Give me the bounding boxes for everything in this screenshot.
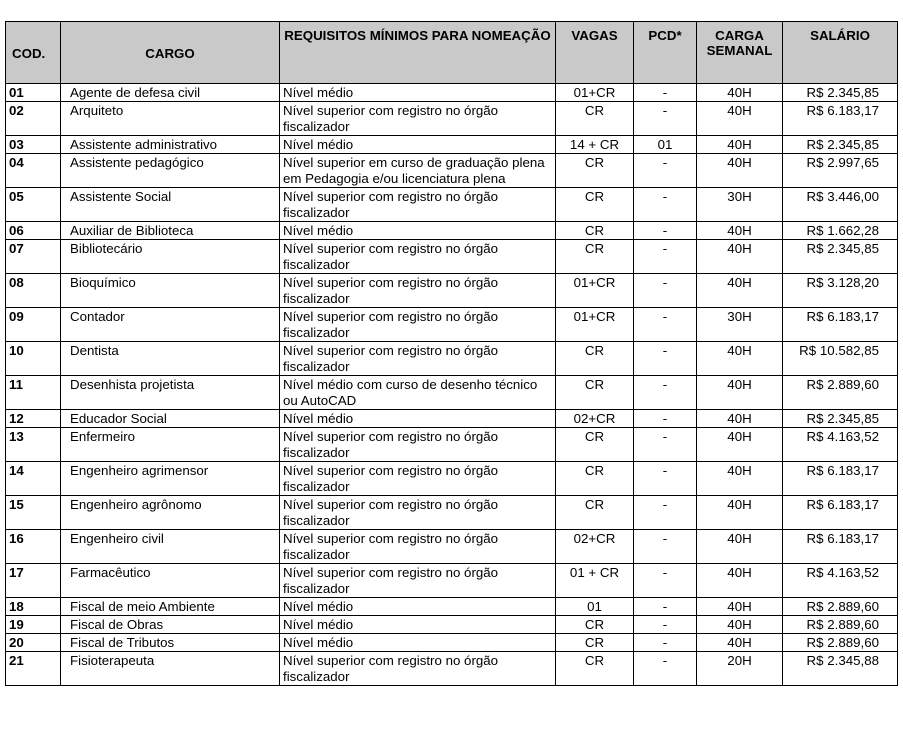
cell-pcd: 01 <box>634 136 697 154</box>
table-row <box>6 84 898 102</box>
cell-cargo: Fiscal de Obras <box>61 616 280 634</box>
cell-carga: 40H <box>697 428 783 462</box>
cell-vagas: 14 + CR <box>556 136 634 154</box>
positions-table <box>5 21 898 686</box>
cell-vagas: CR <box>556 188 634 222</box>
cell-salario: R$ 2.997,65 <box>783 154 898 188</box>
cell-salario: R$ 6.183,17 <box>783 530 898 564</box>
cell-pcd: - <box>634 428 697 462</box>
cell-requisitos: Nível superior com registro no órgão fiscalizador <box>280 188 556 222</box>
cell-pcd: - <box>634 598 697 616</box>
cell-requisitos: Nível superior com registro no órgão fiscalizador <box>280 274 556 308</box>
cell-cod: 04 <box>6 154 61 188</box>
table-row <box>6 222 898 240</box>
cell-carga: 40H <box>697 102 783 136</box>
cell-salario: R$ 3.446,00 <box>783 188 898 222</box>
cell-vagas: CR <box>556 652 634 686</box>
cell-pcd: - <box>634 274 697 308</box>
cell-cargo: Arquiteto <box>61 102 280 136</box>
cell-vagas: CR <box>556 376 634 410</box>
cell-requisitos: Nível superior com registro no órgão fiscalizador <box>280 428 556 462</box>
cell-salario: R$ 2.889,60 <box>783 634 898 652</box>
header-cargo: CARGO <box>61 22 280 84</box>
cell-cod: 06 <box>6 222 61 240</box>
cell-requisitos: Nível médio <box>280 410 556 428</box>
cell-cargo: Fisioterapeuta <box>61 652 280 686</box>
table-row <box>6 410 898 428</box>
cell-requisitos: Nível médio <box>280 598 556 616</box>
cell-salario: R$ 6.183,17 <box>783 308 898 342</box>
table-header-row <box>6 22 898 84</box>
cell-pcd: - <box>634 342 697 376</box>
cell-cod: 15 <box>6 496 61 530</box>
header-salario: SALÁRIO <box>783 22 898 84</box>
cell-salario: R$ 1.662,28 <box>783 222 898 240</box>
table-row <box>6 274 898 308</box>
cell-salario: R$ 10.582,85 <box>783 342 898 376</box>
cell-cod: 18 <box>6 598 61 616</box>
cell-cargo: Assistente Social <box>61 188 280 222</box>
table-row <box>6 154 898 188</box>
cell-vagas: CR <box>556 462 634 496</box>
cell-requisitos: Nível superior com registro no órgão fiscalizador <box>280 564 556 598</box>
cell-pcd: - <box>634 222 697 240</box>
cell-cod: 05 <box>6 188 61 222</box>
cell-requisitos: Nível superior com registro no órgão fiscalizador <box>280 240 556 274</box>
cell-pcd: - <box>634 102 697 136</box>
cell-pcd: - <box>634 240 697 274</box>
cell-requisitos: Nível superior com registro no órgão fiscalizador <box>280 496 556 530</box>
cell-carga: 40H <box>697 496 783 530</box>
cell-carga: 30H <box>697 188 783 222</box>
header-requisitos: REQUISITOS MÍNIMOS PARA NOMEAÇÃO <box>280 22 556 84</box>
table-row <box>6 616 898 634</box>
cell-vagas: 01+CR <box>556 308 634 342</box>
cell-cargo: Contador <box>61 308 280 342</box>
cell-requisitos: Nível médio <box>280 616 556 634</box>
cell-pcd: - <box>634 84 697 102</box>
cell-cod: 12 <box>6 410 61 428</box>
cell-carga: 40H <box>697 376 783 410</box>
cell-salario: R$ 2.345,85 <box>783 84 898 102</box>
cell-vagas: CR <box>556 240 634 274</box>
cell-pcd: - <box>634 410 697 428</box>
cell-vagas: CR <box>556 634 634 652</box>
cell-cargo: Engenheiro agrimensor <box>61 462 280 496</box>
cell-vagas: 01+CR <box>556 274 634 308</box>
cell-cargo: Educador Social <box>61 410 280 428</box>
table-row <box>6 376 898 410</box>
cell-carga: 40H <box>697 616 783 634</box>
table-row <box>6 428 898 462</box>
cell-cod: 01 <box>6 84 61 102</box>
cell-carga: 20H <box>697 652 783 686</box>
cell-pcd: - <box>634 376 697 410</box>
cell-salario: R$ 3.128,20 <box>783 274 898 308</box>
cell-salario: R$ 4.163,52 <box>783 428 898 462</box>
cell-cargo: Assistente pedagógico <box>61 154 280 188</box>
cell-carga: 40H <box>697 530 783 564</box>
cell-salario: R$ 6.183,17 <box>783 496 898 530</box>
cell-vagas: CR <box>556 342 634 376</box>
cell-salario: R$ 2.345,85 <box>783 136 898 154</box>
table-row <box>6 462 898 496</box>
cell-cargo: Desenhista projetista <box>61 376 280 410</box>
cell-pcd: - <box>634 154 697 188</box>
cell-salario: R$ 2.889,60 <box>783 616 898 634</box>
cell-vagas: CR <box>556 496 634 530</box>
cell-vagas: 01 + CR <box>556 564 634 598</box>
cell-pcd: - <box>634 616 697 634</box>
cell-salario: R$ 2.345,85 <box>783 410 898 428</box>
table-row <box>6 188 898 222</box>
cell-salario: R$ 2.345,85 <box>783 240 898 274</box>
cell-requisitos: Nível médio <box>280 136 556 154</box>
cell-cod: 10 <box>6 342 61 376</box>
cell-cod: 08 <box>6 274 61 308</box>
cell-salario: R$ 2.889,60 <box>783 376 898 410</box>
cell-cargo: Auxiliar de Biblioteca <box>61 222 280 240</box>
cell-salario: R$ 4.163,52 <box>783 564 898 598</box>
cell-carga: 40H <box>697 564 783 598</box>
table-row <box>6 136 898 154</box>
cell-cod: 17 <box>6 564 61 598</box>
cell-vagas: CR <box>556 428 634 462</box>
cell-pcd: - <box>634 188 697 222</box>
cell-cod: 16 <box>6 530 61 564</box>
cell-requisitos: Nível médio <box>280 222 556 240</box>
cell-vagas: 01+CR <box>556 84 634 102</box>
cell-cod: 09 <box>6 308 61 342</box>
cell-carga: 40H <box>697 634 783 652</box>
cell-cargo: Engenheiro civil <box>61 530 280 564</box>
cell-pcd: - <box>634 496 697 530</box>
table-body <box>6 84 898 686</box>
cell-pcd: - <box>634 634 697 652</box>
cell-requisitos: Nível médio com curso de desenho técnico ou AutoCAD <box>280 376 556 410</box>
cell-requisitos: Nível superior com registro no órgão fiscalizador <box>280 462 556 496</box>
table-row <box>6 652 898 686</box>
cell-vagas: CR <box>556 102 634 136</box>
cell-cargo: Agente de defesa civil <box>61 84 280 102</box>
cell-carga: 40H <box>697 136 783 154</box>
table-row <box>6 496 898 530</box>
cell-cod: 02 <box>6 102 61 136</box>
cell-pcd: - <box>634 462 697 496</box>
cell-requisitos: Nível superior com registro no órgão fiscalizador <box>280 530 556 564</box>
cell-carga: 40H <box>697 154 783 188</box>
cell-carga: 30H <box>697 308 783 342</box>
table-row <box>6 634 898 652</box>
table-row <box>6 530 898 564</box>
header-vagas: VAGAS <box>556 22 634 84</box>
cell-vagas: CR <box>556 154 634 188</box>
cell-pcd: - <box>634 564 697 598</box>
cell-vagas: CR <box>556 616 634 634</box>
header-carga: CARGA SEMANAL <box>697 22 783 84</box>
cell-requisitos: Nível superior com registro no órgão fiscalizador <box>280 102 556 136</box>
cell-cargo: Bioquímico <box>61 274 280 308</box>
cell-requisitos: Nível médio <box>280 84 556 102</box>
cell-carga: 40H <box>697 342 783 376</box>
cell-carga: 40H <box>697 222 783 240</box>
cell-cod: 13 <box>6 428 61 462</box>
cell-salario: R$ 6.183,17 <box>783 462 898 496</box>
cell-pcd: - <box>634 652 697 686</box>
cell-carga: 40H <box>697 240 783 274</box>
cell-cod: 07 <box>6 240 61 274</box>
cell-requisitos: Nível superior com registro no órgão fiscalizador <box>280 652 556 686</box>
header-cod: COD. <box>6 22 61 84</box>
cell-pcd: - <box>634 308 697 342</box>
cell-cargo: Enfermeiro <box>61 428 280 462</box>
cell-vagas: 01 <box>556 598 634 616</box>
table-row <box>6 308 898 342</box>
cell-cargo: Dentista <box>61 342 280 376</box>
cell-requisitos: Nível superior com registro no órgão fiscalizador <box>280 308 556 342</box>
cell-vagas: 02+CR <box>556 530 634 564</box>
table-row <box>6 102 898 136</box>
header-pcd: PCD* <box>634 22 697 84</box>
cell-cargo: Bibliotecário <box>61 240 280 274</box>
cell-cod: 20 <box>6 634 61 652</box>
cell-carga: 40H <box>697 410 783 428</box>
cell-salario: R$ 2.889,60 <box>783 598 898 616</box>
cell-requisitos: Nível superior com registro no órgão fiscalizador <box>280 342 556 376</box>
table-row <box>6 240 898 274</box>
cell-cargo: Fiscal de Tributos <box>61 634 280 652</box>
cell-cargo: Fiscal de meio Ambiente <box>61 598 280 616</box>
cell-cargo: Assistente administrativo <box>61 136 280 154</box>
cell-requisitos: Nível superior em curso de graduação plena em Pedagogia e/ou licenciatura plena <box>280 154 556 188</box>
cell-cod: 03 <box>6 136 61 154</box>
cell-pcd: - <box>634 530 697 564</box>
cell-cargo: Engenheiro agrônomo <box>61 496 280 530</box>
cell-cod: 19 <box>6 616 61 634</box>
table-row <box>6 598 898 616</box>
cell-carga: 40H <box>697 462 783 496</box>
cell-vagas: CR <box>556 222 634 240</box>
cell-cargo: Farmacêutico <box>61 564 280 598</box>
cell-carga: 40H <box>697 274 783 308</box>
cell-cod: 21 <box>6 652 61 686</box>
cell-cod: 14 <box>6 462 61 496</box>
cell-carga: 40H <box>697 598 783 616</box>
table-row <box>6 564 898 598</box>
document-page <box>5 21 898 686</box>
table-row <box>6 342 898 376</box>
cell-salario: R$ 6.183,17 <box>783 102 898 136</box>
cell-salario: R$ 2.345,88 <box>783 652 898 686</box>
cell-requisitos: Nível médio <box>280 634 556 652</box>
cell-cod: 11 <box>6 376 61 410</box>
cell-carga: 40H <box>697 84 783 102</box>
cell-vagas: 02+CR <box>556 410 634 428</box>
